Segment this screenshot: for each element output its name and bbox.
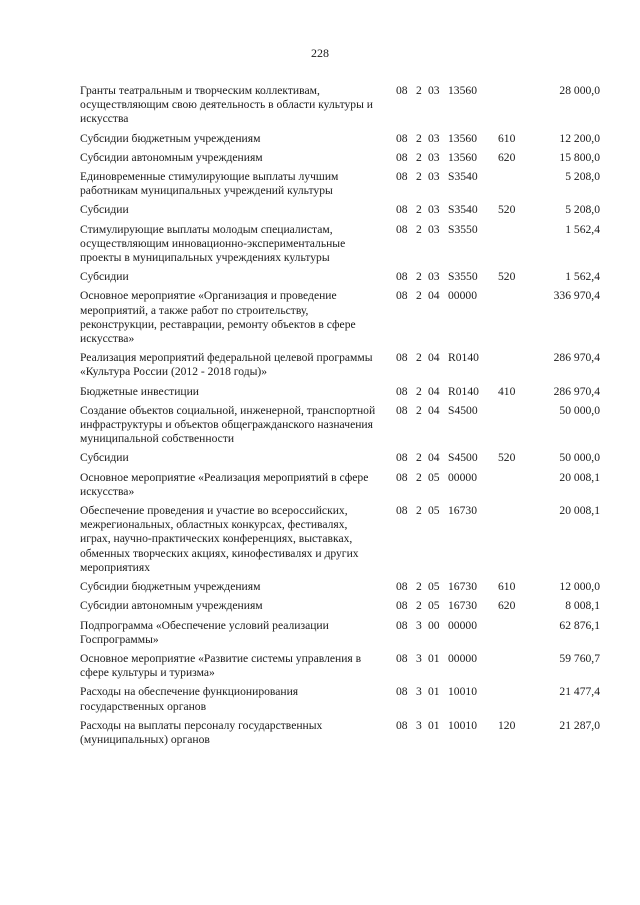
table-row [80,451,600,465]
section-code: 08 [396,403,408,417]
subprogram-code: 05 [428,470,440,484]
section-code: 08 [396,384,408,398]
section-code: 08 [396,651,408,665]
program-code: 2 [416,131,422,145]
program-code: 2 [416,470,422,484]
budget-item-name: Субсидии [80,270,129,284]
subprogram-code: 05 [428,599,440,613]
program-code: 2 [416,289,422,303]
section-code: 08 [396,222,408,236]
section-code: 08 [396,84,408,97]
direction-code: 00000 [448,618,477,632]
program-code: 2 [416,351,422,365]
budget-item-name: Подпрограмма «Обеспечение условий реализации Госпрограммы» [80,618,329,646]
amount: 21 477,4 [559,685,600,699]
amount: 28 000,0 [559,84,600,97]
amount: 20 008,1 [559,504,600,518]
amount: 50 000,0 [559,451,600,465]
subprogram-code: 04 [428,451,440,465]
expense-type-code: 520 [498,270,516,284]
table-row [80,471,600,499]
program-code: 2 [416,222,422,236]
section-code: 08 [396,351,408,365]
table-row [80,652,600,680]
section-code: 08 [396,289,408,303]
budget-item-name: Основное мероприятие «Развитие системы управления в сфере культуры и туризма» [80,651,362,680]
table-row [80,619,600,647]
table-row [80,504,600,575]
direction-code: 10010 [448,685,477,699]
section-code: 08 [396,470,408,484]
budget-item-name: Бюджетные инвестиции [80,384,200,398]
program-code: 2 [416,504,422,518]
amount: 286 970,4 [553,351,600,365]
direction-code: S3550 [448,270,478,284]
budget-item-name: Субсидии автономным учреждениям [80,599,263,613]
section-code: 08 [396,451,408,465]
section-code: 08 [396,718,408,732]
expense-type-code: 620 [498,599,516,613]
amount: 8 008,1 [565,599,600,613]
direction-code: 00000 [448,289,477,303]
subprogram-code: 05 [428,504,440,518]
amount: 1 562,4 [565,222,600,236]
amount: 5 208,0 [565,170,600,184]
budget-item-name: Субсидии [80,451,129,465]
section-code: 08 [396,685,408,699]
subprogram-code: 04 [428,351,440,365]
amount: 286 970,4 [553,384,600,398]
amount: 20 008,1 [559,470,600,484]
direction-code: S3550 [448,222,478,236]
direction-code: 00000 [448,470,477,484]
program-code: 2 [416,150,422,164]
table-row [80,132,600,146]
program-code: 2 [416,170,422,184]
program-code: 2 [416,84,422,97]
page-number: 228 [311,46,329,60]
budget-item-name: Создание объектов социальной, инженерной, транспортной инфраструктуры и объектов общегражданского назначения муниципальной собственности [80,403,376,446]
program-code: 2 [416,203,422,217]
budget-item-name: Расходы на выплаты персоналу государственных (муниципальных) органов [80,718,323,746]
budget-item-name: Субсидии автономным учреждениям [80,150,263,164]
section-code: 08 [396,270,408,284]
direction-code: R0140 [448,384,479,398]
program-code: 3 [416,618,422,632]
direction-code: S4500 [448,451,478,465]
program-code: 2 [416,403,422,417]
amount: 62 876,1 [559,618,600,632]
amount: 59 760,7 [559,651,600,665]
direction-code: 13560 [448,150,477,164]
budget-item-name: Субсидии [80,203,129,217]
budget-item-name: Основное мероприятие «Организация и проведение мероприятий, а также работ по строительству, реконструкции, реставрации, ремонту объектов в сфере искусства» [80,289,356,346]
table-row [80,289,600,346]
table-row [80,685,600,713]
table-row [80,223,600,266]
table-row [80,270,600,284]
expense-type-code: 410 [498,384,516,398]
amount: 5 208,0 [565,203,600,217]
subprogram-code: 00 [428,618,440,632]
section-code: 08 [396,150,408,164]
subprogram-code: 03 [428,203,440,217]
direction-code: R0140 [448,351,479,365]
program-code: 3 [416,718,422,732]
budget-item-name: Гранты театральным и творческим коллективам, осуществляющим свою деятельность в области культуры и искусства [80,84,373,126]
amount: 12 200,0 [559,131,600,145]
program-code: 2 [416,580,422,594]
expense-type-code: 610 [498,131,516,145]
table-row [80,385,600,399]
table-row [80,203,600,217]
table-row [80,84,600,127]
amount: 50 000,0 [559,403,600,417]
expense-type-code: 520 [498,451,516,465]
subprogram-code: 01 [428,651,440,665]
subprogram-code: 05 [428,580,440,594]
subprogram-code: 03 [428,222,440,236]
section-code: 08 [396,504,408,518]
direction-code: 16730 [448,580,477,594]
budget-item-name: Субсидии бюджетным учреждениям [80,131,261,145]
budget-item-name: Реализация мероприятий федеральной целевой программы «Культура России (2012 - 2018 годы)» [80,351,373,379]
direction-code: 00000 [448,651,477,665]
subprogram-code: 01 [428,685,440,699]
section-code: 08 [396,203,408,217]
section-code: 08 [396,618,408,632]
subprogram-code: 03 [428,131,440,145]
table-row [80,599,600,613]
budget-item-name: Субсидии бюджетным учреждениям [80,580,261,594]
program-code: 3 [416,685,422,699]
subprogram-code: 03 [428,170,440,184]
table-row [80,404,600,447]
direction-code: 13560 [448,131,477,145]
budget-item-name: Единовременные стимулирующие выплаты лучшим работникам муниципальных учреждений культуры [80,170,339,198]
subprogram-code: 04 [428,403,440,417]
section-code: 08 [396,170,408,184]
program-code: 2 [416,451,422,465]
program-code: 2 [416,599,422,613]
direction-code: 16730 [448,504,477,518]
amount: 12 000,0 [559,580,600,594]
table-row [80,170,600,198]
budget-item-name: Расходы на обеспечение функционирования государственных органов [80,685,299,713]
subprogram-code: 03 [428,84,440,97]
amount: 21 287,0 [559,718,600,732]
budget-table [80,84,600,752]
table-row [80,719,600,747]
program-code: 3 [416,651,422,665]
amount: 15 800,0 [559,150,600,164]
direction-code: 13560 [448,84,477,97]
section-code: 08 [396,599,408,613]
amount: 1 562,4 [565,270,600,284]
subprogram-code: 03 [428,150,440,164]
budget-item-name: Основное мероприятие «Реализация мероприятий в сфере искусства» [80,470,369,498]
section-code: 08 [396,131,408,145]
subprogram-code: 03 [428,270,440,284]
expense-type-code: 610 [498,580,516,594]
subprogram-code: 04 [428,289,440,303]
section-code: 08 [396,580,408,594]
table-row [80,580,600,594]
direction-code: S3540 [448,203,478,217]
direction-code: S4500 [448,403,478,417]
expense-type-code: 120 [498,718,516,732]
budget-item-name: Обеспечение проведения и участие во всероссийских, межрегиональных, областных конкурсах, фестивалях, играх, научно-практических конференциях, выставках, обменных творческих акциях, кинофестивалях и других мероприятиях [80,504,359,574]
table-row [80,351,600,379]
table-row [80,151,600,165]
program-code: 2 [416,270,422,284]
subprogram-code: 01 [428,718,440,732]
expense-type-code: 520 [498,203,516,217]
expense-type-code: 620 [498,150,516,164]
amount: 336 970,4 [553,289,600,303]
subprogram-code: 04 [428,384,440,398]
direction-code: 10010 [448,718,477,732]
program-code: 2 [416,384,422,398]
budget-item-name: Стимулирующие выплаты молодым специалистам, осуществляющим инновационно-экспериментальные проекты в муниципальных учреждениях культуры [80,222,346,265]
direction-code: 16730 [448,599,477,613]
direction-code: S3540 [448,170,478,184]
